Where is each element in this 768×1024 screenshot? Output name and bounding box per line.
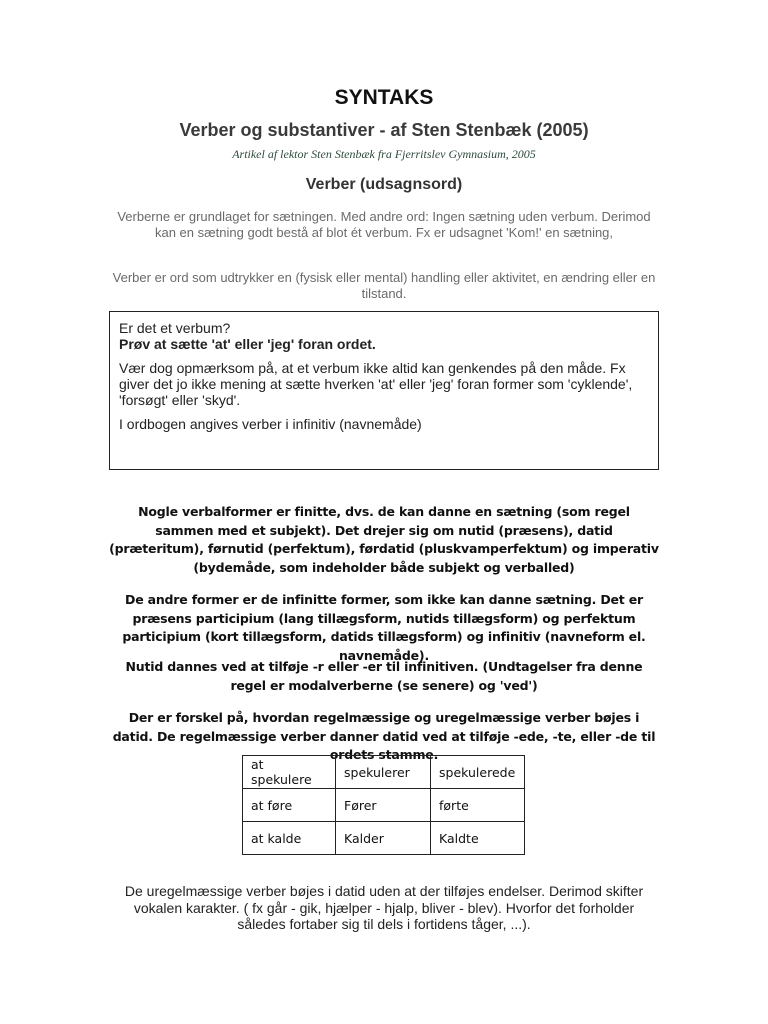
table-cell: Fører xyxy=(336,789,431,822)
table-cell: at spekulere xyxy=(243,756,336,789)
table-row xyxy=(243,822,525,855)
finite-forms-paragraph: Nogle verbalformer er finitte, dvs. de kan danne en sætning (som regel sammen med et subjekt). Det drejer sig om nutid (præsens), datid (præteritum), førnutid (perfektum), førdatid (pluskvamperfektum) og imperativ (bydemåde, som indeholder både subjekt og verballed) xyxy=(109,504,659,575)
table-cell: førte xyxy=(431,789,525,822)
irregular-verbs-paragraph: De uregelmæssige verber bøjes i datid uden at der tilføjes endelser. Derimod skifter vokalen karakter. ( fx går - gik, hjælper - hjalp, bliver - blev). Hvorfor det forholder således fortaber sig til dels i fortidens tåger, ...). xyxy=(124,883,644,932)
box-question: Er det et verbum? xyxy=(119,320,231,336)
present-tense-paragraph: Nutid dannes ved at tilføje -r eller -er til infinitiven. (Undtagelser fra denne regel er modalverberne (se senere) og 'ved') xyxy=(125,659,643,693)
intro-paragraph-1: Verberne er grundlaget for sætningen. Med andre ord: Ingen sætning uden verbum. Derimod kan en sætning godt bestå af blot ét verbum. Fx er udsagnet 'Kom!' en sætning, xyxy=(117,209,651,240)
verb-test-box xyxy=(109,311,659,470)
byline: Artikel af lektor Sten Stenbæk fra Fjerritslev Gymnasium, 2005 xyxy=(232,147,536,161)
table-cell: spekulerede xyxy=(431,756,525,789)
table-cell: at føre xyxy=(243,789,336,822)
verb-conjugation-table xyxy=(242,755,525,855)
box-note: Vær dog opmærksom på, at et verbum ikke altid kan genkendes på den måde. Fx giver det jo ikke mening at sætte hverken 'at' eller 'jeg' foran former som 'cyklende', 'forsøgt' eller 'skyd'. xyxy=(119,360,633,408)
page-subtitle: Verber og substantiver - af Sten Stenbæk (2005) xyxy=(179,120,589,140)
table-cell: Kalder xyxy=(336,822,431,855)
section-heading: Verber (udsagnsord) xyxy=(305,176,463,193)
page-title: SYNTAKS xyxy=(334,86,434,109)
table-cell: Kaldte xyxy=(431,822,525,855)
box-dictionary-note: I ordbogen angives verber i infinitiv (navnemåde) xyxy=(119,416,422,432)
table-row xyxy=(243,756,525,789)
box-hint: Prøv at sætte 'at' eller 'jeg' foran ordet. xyxy=(119,336,376,352)
table-cell: spekulerer xyxy=(336,756,431,789)
intro-paragraph-2: Verber er ord som udtrykker en (fysisk eller mental) handling eller aktivitet, en ændring eller en tilstand. xyxy=(112,270,656,301)
past-tense-paragraph: Der er forskel på, hvordan regelmæssige og uregelmæssige verber bøjes i datid. De regelmæssige verber danner datid ved at tilføje -ede, -te, eller -de til ordets stamme. xyxy=(112,710,656,762)
table-cell: at kalde xyxy=(243,822,336,855)
infinite-forms-paragraph: De andre former er de infinitte former, som ikke kan danne sætning. Det er præsens participium (lang tillægsform, nutids tillægsform) og perfektum participium (kort tillægsform, datids tillægsform) og infinitiv (navneform el. navnemåde). xyxy=(122,592,646,663)
table-row xyxy=(243,789,525,822)
